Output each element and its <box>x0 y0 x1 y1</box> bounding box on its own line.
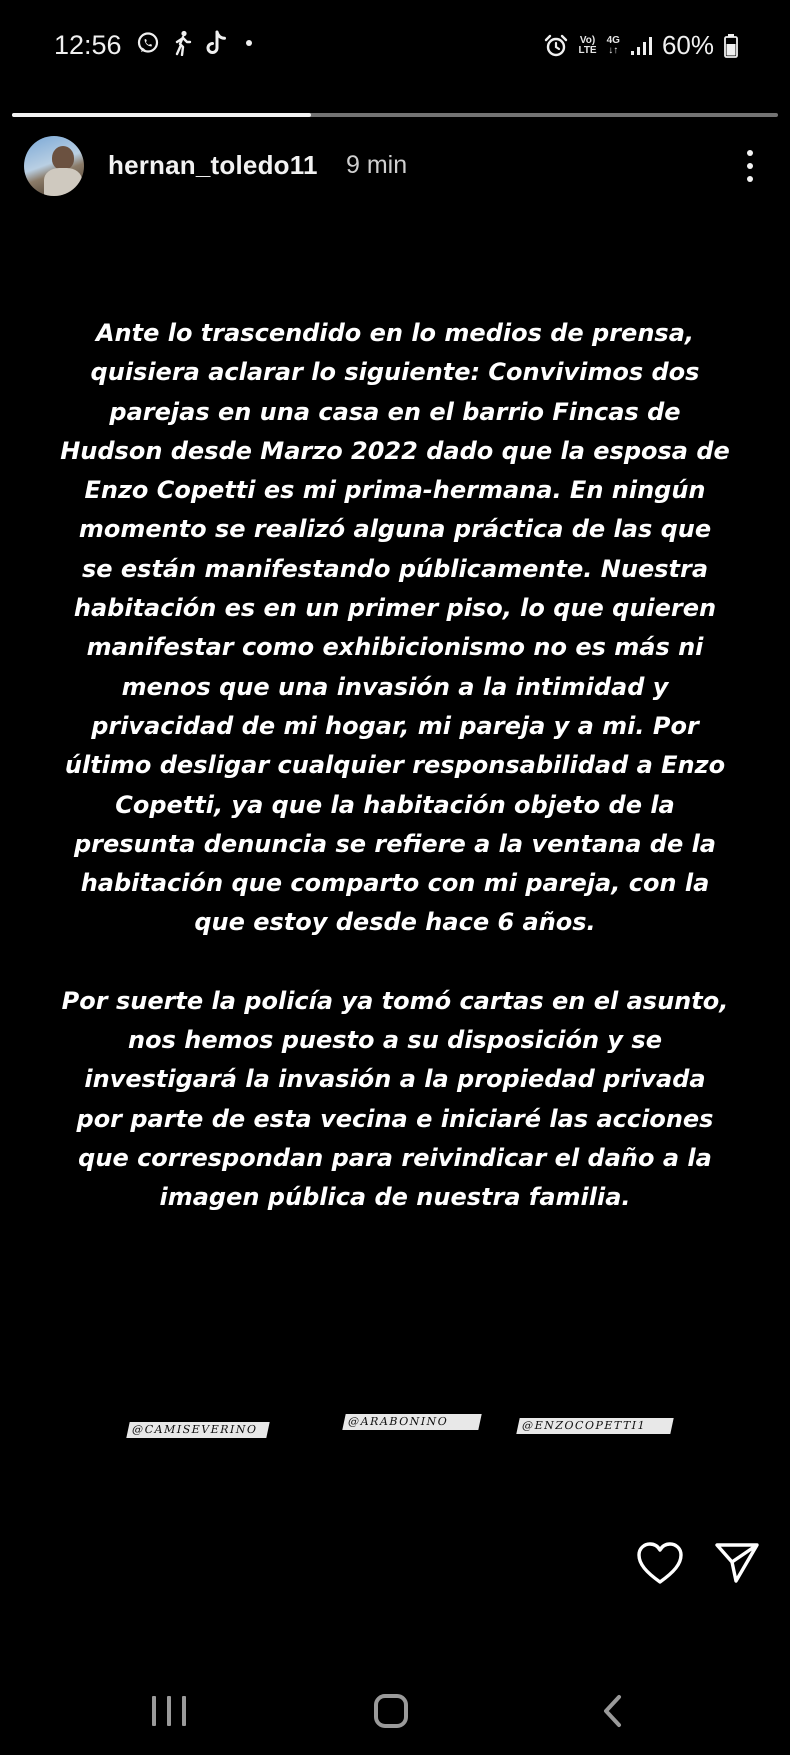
mention-sticker[interactable]: @ENZOCOPETTI1 <box>516 1418 673 1434</box>
volte-icon: Vo) LTE <box>578 34 597 56</box>
status-right-icons <box>544 30 738 61</box>
signal-icon <box>630 36 652 56</box>
status-time: 12:56 <box>54 30 122 60</box>
avatar[interactable] <box>24 136 84 196</box>
home-icon[interactable] <box>374 1694 408 1728</box>
status-bar <box>0 0 790 92</box>
story-progress-bar <box>12 113 778 117</box>
send-icon[interactable] <box>714 1541 760 1585</box>
story-text <box>60 314 730 1218</box>
story-header <box>24 136 766 196</box>
tiktok-icon <box>206 30 228 56</box>
battery-icon <box>724 34 738 58</box>
navigation-bar <box>0 1680 790 1740</box>
network-4g-icon: 4G ↓↑ <box>606 34 620 56</box>
whatsapp-icon <box>136 31 160 55</box>
back-icon[interactable] <box>600 1694 624 1728</box>
mention-sticker[interactable]: @ARABONINO <box>342 1414 481 1430</box>
story-progress-fill <box>12 113 311 117</box>
status-left-icons <box>136 30 252 56</box>
more-options-icon[interactable] <box>740 146 760 186</box>
notification-dot <box>246 40 252 46</box>
alarm-icon <box>544 34 568 58</box>
mention-sticker[interactable]: @CAMISEVERINO <box>126 1422 269 1438</box>
walking-icon <box>172 30 194 56</box>
heart-icon[interactable] <box>636 1541 684 1585</box>
battery-percent: 60% <box>661 30 714 60</box>
time-ago: 9 min <box>346 151 408 179</box>
story-paragraph: Ante lo trascendido en lo medios de prensa, quisiera aclarar lo siguiente: Convivimos dos parejas en una casa en el barrio Fincas de Hudson desde Marzo 2022 dado que la esposa de Enzo Copetti es mi prima-hermana. En ningún momento se realizó alguna práctica de las que se están manifestando públicamente. Nuestra habitación es en un primer piso, lo que quieren manifestar como exhibicionismo no es más ni menos que una invasión a la intimidad y privacidad de mi hogar, mi pareja y a mi. Por último desligar cualquier responsabilidad a Enzo Copetti, ya que la habitación objeto de la presunta denuncia se refiere a la ventana de la habitación que comparto con mi pareja, con la que estoy desde hace 6 años. <box>60 319 730 937</box>
story-paragraph: Por suerte la policía ya tomó cartas en el asunto, nos hemos puesto a su disposición y se investigará la invasión a la propiedad privada por parte de esta vecina e iniciaré las acciones que correspondan para reivindicar el daño a la imagen pública de nuestra familia. <box>61 986 729 1212</box>
recent-apps-icon[interactable] <box>152 1696 186 1726</box>
username[interactable]: hernan_toledo11 <box>108 150 318 180</box>
